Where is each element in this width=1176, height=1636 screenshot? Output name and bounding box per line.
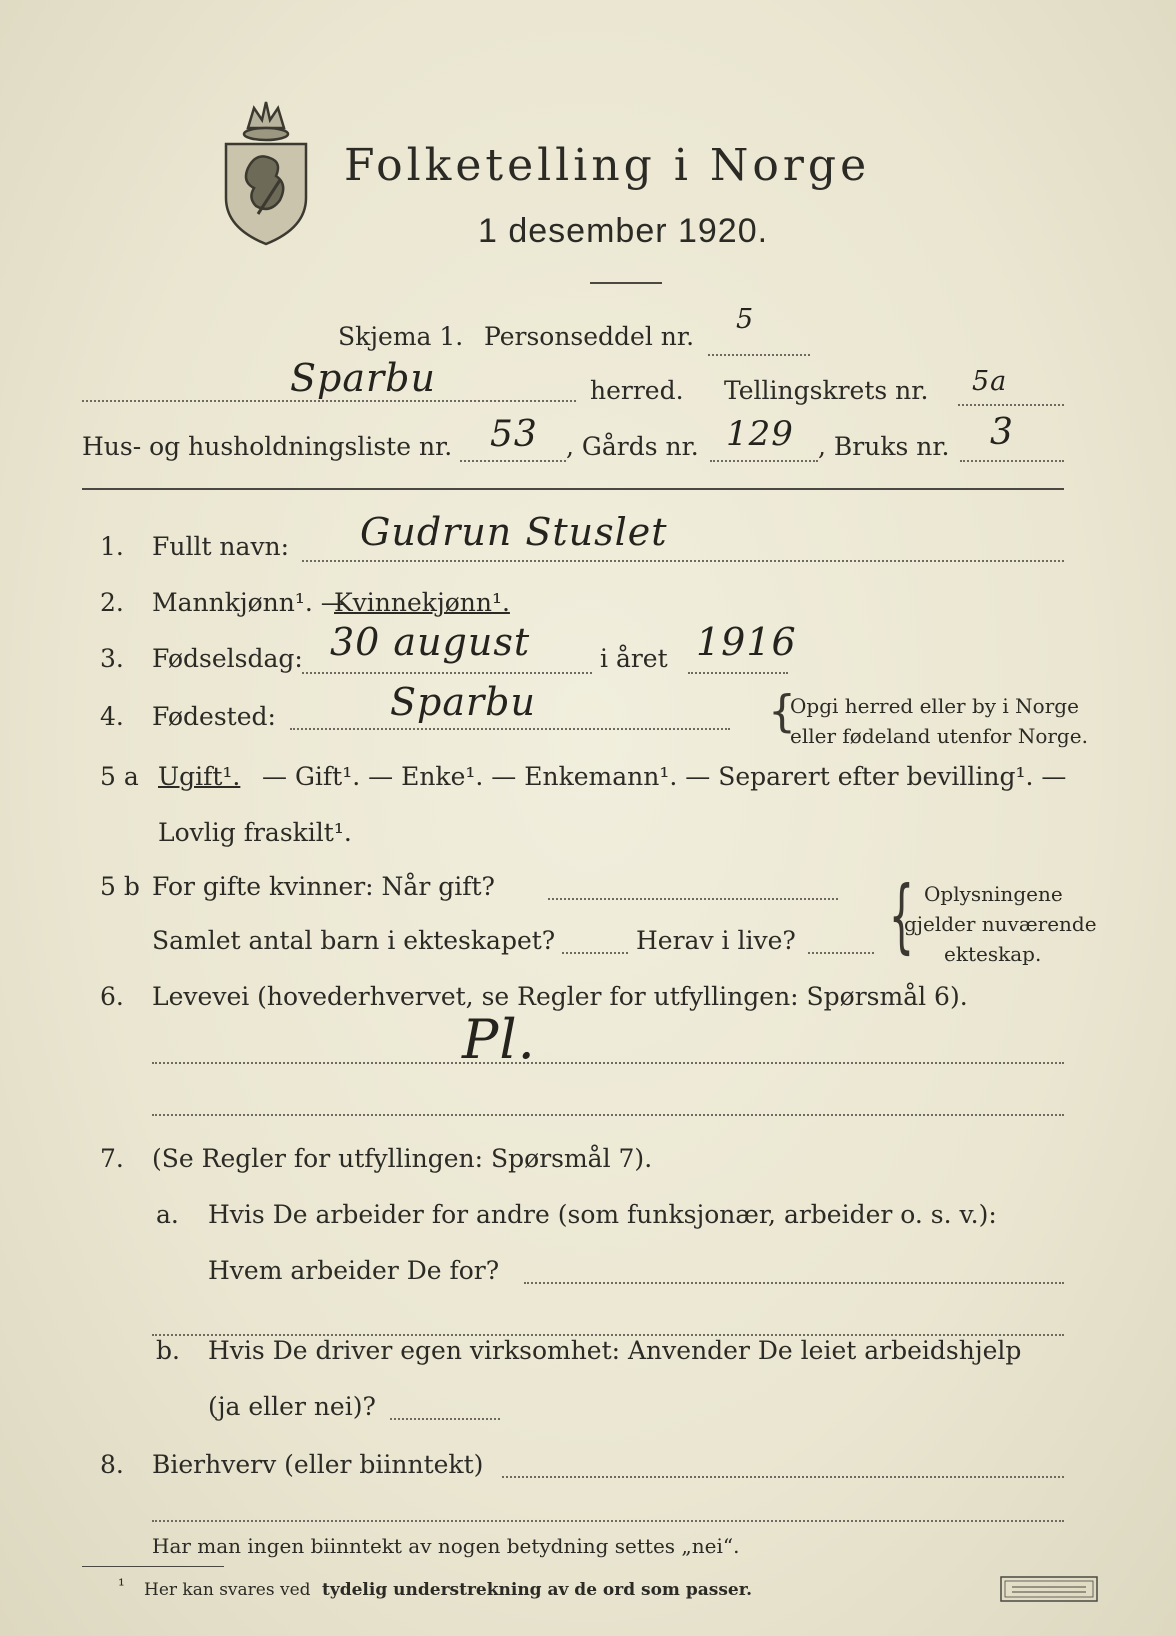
q3-birthday-value: 30 august [330,620,531,664]
q3-year-value: 1916 [696,620,797,664]
printer-stamp-icon [1000,1576,1098,1602]
q8-label: Bierhverv (eller biinntekt) [152,1450,484,1479]
schema-label: Skjema 1. [338,322,464,351]
q5a-options: — Gift¹. — Enke¹. — Enkemann¹. — Separert efter bevilling¹. — [262,762,1067,791]
q5b-note-line2: gjelder nuværende [904,912,1097,936]
census-form-page: Folketelling i Norge 1 desember 1920. Skjema 1. Personseddel nr. 5 Sparbu herred. Tellingskrets nr. 5a Hus- og husholdningsliste nr. 53 , Gårds nr. 129 , Bruks nr. 3 1. Fullt navn: Gudrun Stuslet 2. Mannkjønn¹. — Kvinnekjønn¹. 3. Fødselsdag: 30 august i året 1916 4. Fødested: Sparbu { Opgi herred eller by i Norge eller fødeland utenfor Norge. 5 a Ugift¹. — Gift¹. — Enke¹. — Enkemann¹. — Separert efter bevilling¹. — Lovlig fraskilt¹. 5 b For gifte kvinner: Når gift? Samlet antal barn i ekteskapet? Herav i live? { Oplysningene gjelder nuværende ekteskap. 6. Levevei (hovederhvervet, se Regler for utfyllingen: Spørsmål 6). Pl. 7. (Se Regler for utfyllingen: Spørsmål 7). a. Hvis De arbeider for andre (som funksjonær, arbeider o. s. v.): Hvem arbeider De for? b. Hvis De driver egen virksomhet: Anvender De leiet arbeidshjelp (ja eller nei)? 8. Bierhverv (eller biinntekt) Har man ingen biinntekt av nogen betydning settes „nei“. ¹ Her kan svares ved tydelig understrekning av de ord som passer. [0,0,1176,1636]
q5a-ugift-underlined: Ugift¹. [158,762,241,791]
herred-label: herred. [590,376,684,405]
q2-female-underlined: Kvinnekjønn¹. [334,588,510,617]
personseddel-label: Personseddel nr. [484,322,695,351]
q7b-line2: (ja eller nei)? [208,1392,376,1421]
q3-year-label: i året [600,644,668,673]
q7a-letter: a. [156,1200,179,1229]
q1-full-name-value: Gudrun Stuslet [360,510,668,554]
q6-occupation-value: Pl. [462,1008,536,1071]
q5b-label2: Samlet antal barn i ekteskapet? [152,926,556,955]
q5a-line2: Lovlig fraskilt¹. [158,818,352,847]
form-title: Folketelling i Norge [344,140,871,191]
q7b-letter: b. [156,1336,180,1365]
coat-of-arms-icon [218,88,314,248]
footnote-plain: Her kan svares ved [144,1580,311,1600]
q1-label: Fullt navn: [152,532,290,561]
husliste-value: 53 [490,414,538,455]
q4-note-line2: eller fødeland utenfor Norge. [790,724,1088,748]
q8-number: 8. [100,1450,124,1479]
q6-number: 6. [100,982,124,1011]
footnote-bold: tydelig understrekning av de ord som passer. [322,1580,753,1600]
q7-label: (Se Regler for utfyllingen: Spørsmål 7). [152,1144,653,1173]
q3-label: Fødselsdag: [152,644,303,673]
q5b-note-line1: Oplysningene [924,882,1063,906]
form-date: 1 desember 1920. [478,212,769,250]
personseddel-value: 5 [736,304,755,335]
husliste-label: Hus- og husholdningsliste nr. [82,432,453,461]
q4-note-line1: Opgi herred eller by i Norge [790,694,1079,718]
q6-label: Levevei (hovederhvervet, se Regler for utfyllingen: Spørsmål 6). [152,982,968,1011]
gards-label: , Gårds nr. [566,432,699,461]
q5a-number: 5 a [100,762,139,791]
footnote-rule [82,1566,224,1567]
tellingskrets-label: Tellingskrets nr. [724,376,929,405]
q7a-line1: Hvis De arbeider for andre (som funksjonær, arbeider o. s. v.): [208,1200,997,1229]
q1-number: 1. [100,532,124,561]
herred-value: Sparbu [290,356,436,400]
bruks-value: 3 [990,412,1014,453]
q5b-label1: For gifte kvinner: Når gift? [152,872,495,901]
gards-value: 129 [726,414,794,454]
q2-number: 2. [100,588,124,617]
bruks-label: , Bruks nr. [818,432,950,461]
tellingskrets-value: 5a [972,366,1008,397]
footer-note: Har man ingen biinntekt av nogen betydning settes „nei“. [152,1534,740,1558]
q7-number: 7. [100,1144,124,1173]
title-divider [590,282,662,284]
q4-number: 4. [100,702,124,731]
footnote-mark: ¹ [118,1576,125,1596]
header-rule [82,488,1064,490]
q7b-line1: Hvis De driver egen virksomhet: Anvender De leiet arbeidshjelp [208,1336,1022,1365]
q5b-label3: Herav i live? [636,926,796,955]
q4-label: Fødested: [152,702,276,731]
q7a-line2: Hvem arbeider De for? [208,1256,500,1285]
q3-number: 3. [100,644,124,673]
q4-birthplace-value: Sparbu [390,680,536,724]
q5b-note-line3: ekteskap. [944,942,1042,966]
q2-male: Mannkjønn¹. — [152,588,346,617]
q5b-number: 5 b [100,872,140,901]
